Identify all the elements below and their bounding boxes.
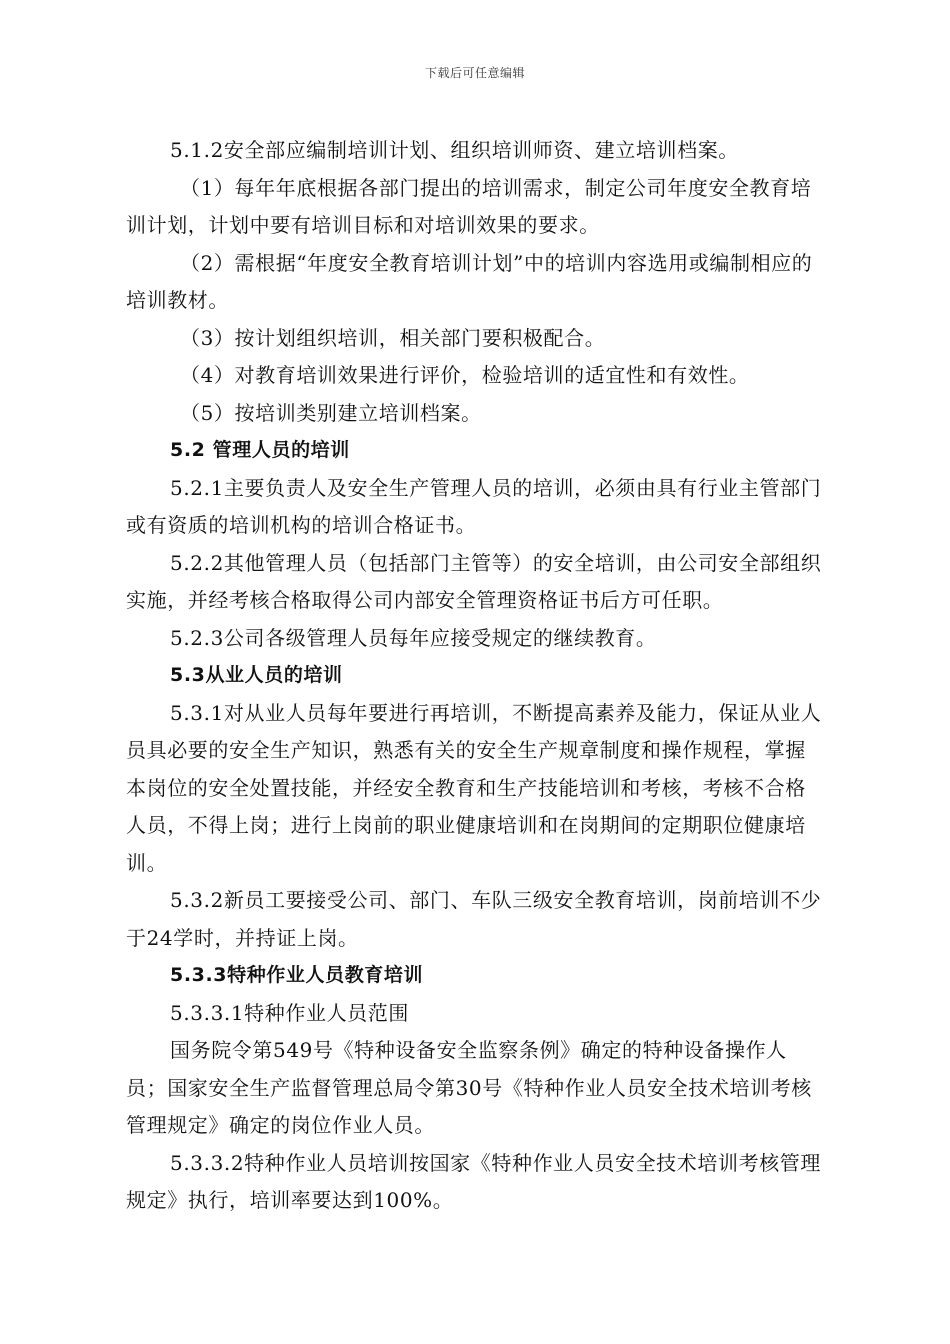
clause-5-1-2: 5.1.2安全部应编制培训计划、组织培训师资、建立培训档案。 bbox=[170, 138, 739, 162]
item-2: （2）需根据“年度安全教育培训计划”中的培训内容选用或编制相应的培训教材。 bbox=[126, 250, 813, 312]
item-1: （1）每年年底根据各部门提出的培训需求，制定公司年度安全教育培训计划，计划中要有培训目标和对培训效果的要求。 bbox=[126, 175, 812, 237]
clause-5-3-2: 5.3.2新员工要接受公司、部门、车队三级安全教育培训，岗前培训不少于24学时，并持证上岗。 bbox=[126, 888, 822, 950]
item-3: （3）按计划组织培训，相关部门要积极配合。 bbox=[180, 325, 606, 350]
clause-5-3-3-1-body: 国务院令第549号《特种设备安全监察条例》确定的特种设备操作人员；国家安全生产监督管理总局令第30号《特种作业人员安全技术培训考核管理规定》确定的岗位作业人员。 bbox=[126, 1038, 812, 1137]
clause-5-3-3-1: 5.3.3.1特种作业人员范围 bbox=[170, 1000, 409, 1025]
clause-5-3-3-2: 5.3.3.2特种作业人员培训按国家《特种作业人员安全技术培训考核管理规定》执行，培训率要达到100%。 bbox=[126, 1150, 821, 1212]
section-heading-5-2: 5.2 管理人员的培训 bbox=[170, 439, 350, 461]
item-4: （4）对教育培训效果进行评价，检验培训的适宜性和有效性。 bbox=[180, 363, 750, 387]
section-heading-5-3-3: 5.3.3特种作业人员教育培训 bbox=[170, 964, 424, 986]
clause-5-3-1: 5.3.1对从业人员每年要进行再培训，不断提高素养及能力，保证从业人员具必要的安全生产知识，熟悉有关的安全生产规章制度和操作规程，掌握本岗位的安全处置技能，并经安全教育和生产技能培训和考核，考核不合格人员，不得上岗；进行上岗前的职业健康培训和在岗期间的定期职位健康培训。 bbox=[126, 700, 822, 875]
item-5: （5）按培训类别建立培训档案。 bbox=[180, 400, 482, 425]
clause-5-2-3: 5.2.3公司各级管理人员每年应接受规定的继续教育。 bbox=[170, 625, 657, 650]
clause-5-2-2: 5.2.2其他管理人员（包括部门主管等）的安全培训，由公司安全部组织实施，并经考核合格取得公司内部安全管理资格证书后方可任职。 bbox=[126, 550, 822, 612]
section-heading-5-3: 5.3从业人员的培训 bbox=[170, 664, 343, 686]
page-header-note: 下载后可任意编辑 bbox=[424, 66, 525, 80]
document-body bbox=[126, 132, 826, 1220]
clause-5-2-1: 5.2.1主要负责人及安全生产管理人员的培训，必须由具有行业主管部门或有资质的培训机构的培训合格证书。 bbox=[126, 475, 822, 537]
